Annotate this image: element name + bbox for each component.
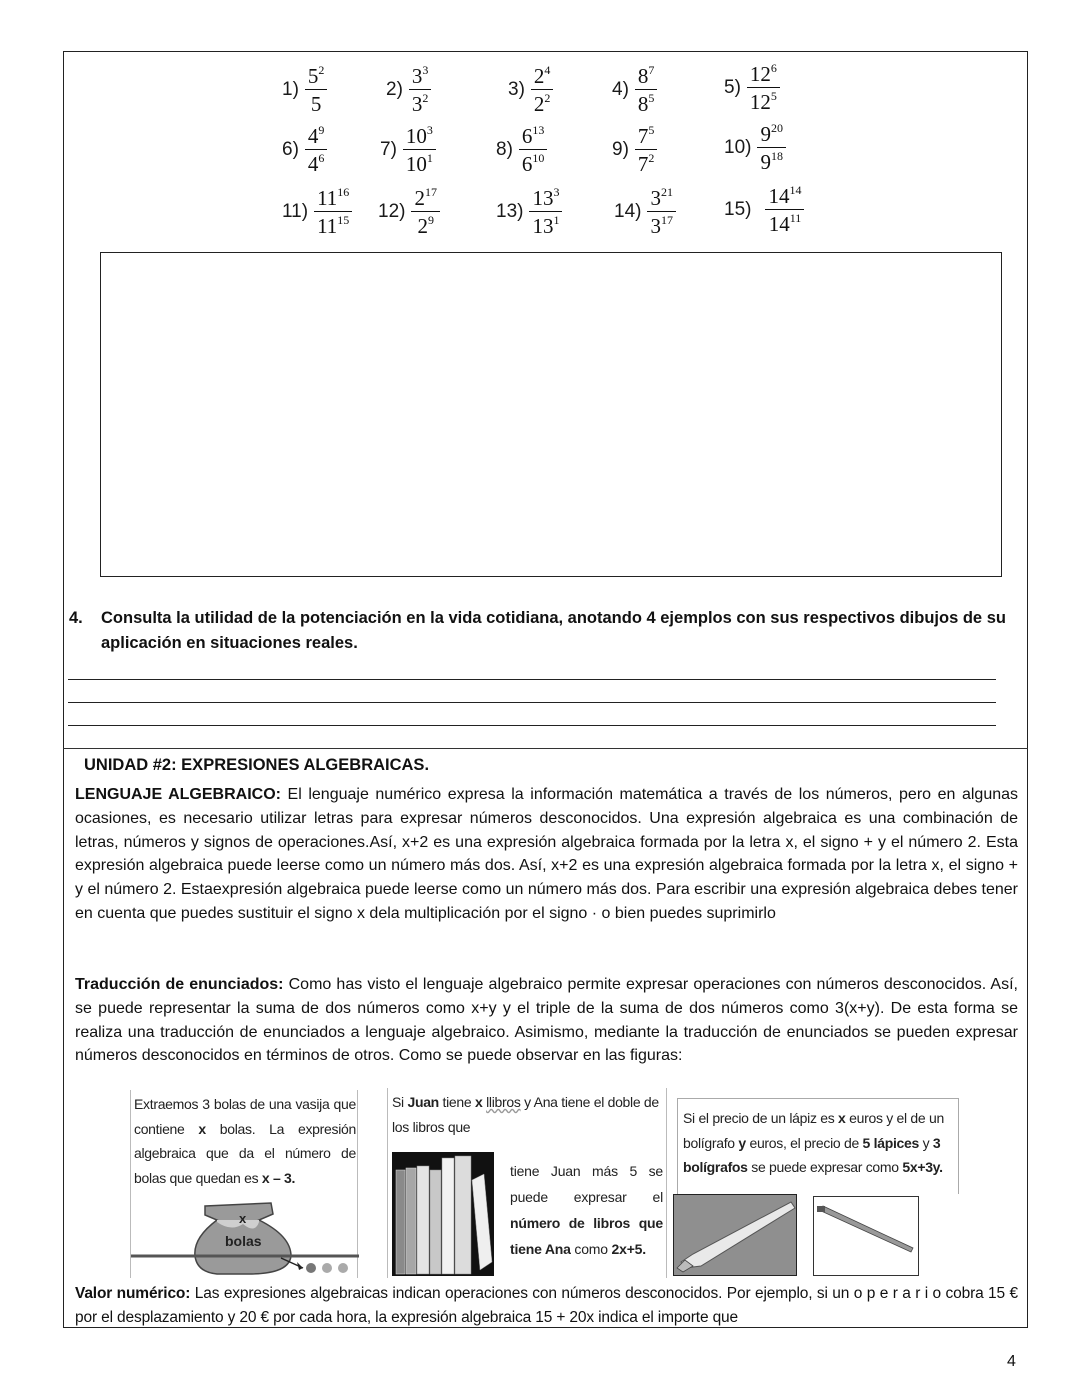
exercise-label: 7)	[380, 138, 397, 160]
exercise-14	[614, 186, 676, 237]
valor-body: Las expresiones algebraicas indican operaciones con números desconocidos. Por ejemplo, si un o p e r a r i o cobra 15 € por el desplazamiento y 20 € por cada hora, la expresión algebraica 15 + 20x indica el importe que	[75, 1285, 1018, 1326]
lenguaje-body: El lenguaje numérico expresa la información matemática a través de los números, pero en algunas ocasiones, es necesario utilizar letras para expresar números desconocidos. Una expresión algebraica es una combinación de letras, números y signos de operaciones.Así, x+2 es una expresión algebraica formada por la letra x, el signo + y el número 2. Esta expresión algebraica puede leerse como un número más dos. Así, x+2 es una expresión algebraica formada por la letra x, el signo + y el número 2. Estaexpresión algebraica puede leerse como un número más dos. Para escribir una expresión algebraica debes tener en cuenta que puedes sustituir el signo x dela multiplicación por el signo · o bien puedes suprimirlo	[75, 786, 1019, 922]
fraction: $\frac{3^{21}}{3^{17}}$	[647, 186, 676, 237]
exercise-7	[380, 124, 436, 175]
figure-libros	[387, 1088, 667, 1278]
exercise-6	[282, 124, 327, 175]
exercise-5	[724, 62, 780, 113]
figure-libros-text-top: Si Juan tiene x llibros y Ana tiene el doble de los libros que	[392, 1094, 659, 1135]
fraction: $\frac{5^2}{5}$	[305, 64, 328, 115]
traduccion-paragraph	[75, 973, 1018, 1068]
exercise-13	[496, 186, 562, 237]
fraction: $\frac{6^{13}}{6^{10}}$	[519, 124, 548, 175]
fraction: $\frac{4^9}{4^6}$	[305, 124, 328, 175]
exercise-15	[724, 184, 804, 235]
exercise-2	[386, 64, 431, 115]
fraction: $\frac{10^3}{10^1}$	[403, 124, 436, 175]
answer-line-2[interactable]	[68, 702, 996, 703]
fraction: $\frac{2^4}{2^2}$	[531, 64, 554, 115]
exercise-10	[724, 122, 786, 173]
exercise-label: 5)	[724, 76, 741, 98]
fraction: $\frac{13^3}{13^1}$	[529, 186, 562, 237]
traduccion-heading: Traducción de enunciados:	[75, 976, 284, 993]
exponent-exercises	[282, 60, 842, 245]
books-illustration	[392, 1152, 494, 1276]
figure-libros-text-side: tiene Juan más 5 se puede expresar el número de libros que tiene Ana como 2x+5.	[510, 1163, 663, 1257]
exercise-label: 15)	[724, 198, 752, 220]
unit-title: UNIDAD #2: EXPRESIONES ALGEBRAICAS.	[84, 756, 430, 774]
fraction: $\frac{12^6}{12^5}$	[747, 62, 780, 113]
exercise-4	[612, 64, 657, 115]
exercise-11	[282, 186, 352, 237]
jar-label-x: x	[239, 1211, 247, 1226]
exercise-label: 6)	[282, 138, 299, 160]
figure-lapices-text: Si el precio de un lápiz es x euros y el de un bolígrafo y euros, el precio de 5 lápices y 3 bolígrafos se puede expresar como 5x+3y.	[683, 1110, 944, 1175]
figure-vasija	[130, 1090, 358, 1278]
exercise-3	[508, 64, 553, 115]
fraction: $\frac{9^{20}}{9^{18}}$	[757, 122, 786, 173]
exercise-12	[378, 186, 440, 237]
valor-heading: Valor numérico:	[75, 1285, 191, 1302]
question-text: Consulta la utilidad de la potenciación en la vida cotidiana, anotando 4 ejemplos con sus respectivos dibujos de su aplicación en situaciones reales.	[101, 609, 1006, 652]
exercise-label: 11)	[282, 200, 309, 222]
answer-box[interactable]	[100, 252, 1002, 577]
fraction: $\frac{7^5}{7^2}$	[635, 124, 658, 175]
lenguaje-heading: LENGUAJE ALGEBRAICO:	[75, 786, 281, 803]
fraction: $\frac{3^3}{3^2}$	[409, 64, 432, 115]
fraction: $\frac{8^7}{8^5}$	[635, 64, 658, 115]
lenguaje-algebraico-paragraph	[75, 783, 1018, 926]
exercise-label: 3)	[508, 78, 525, 100]
exercise-label: 4)	[612, 78, 629, 100]
figure-vasija-text: Extraemos 3 bolas de una vasija que contiene x bolas. La expresión algebraica que da el número de bolas que quedan es x – 3.	[134, 1096, 356, 1186]
exercise-label: 12)	[378, 200, 406, 222]
exercise-label: 9)	[612, 138, 629, 160]
exercise-9	[612, 124, 657, 175]
exercise-label: 2)	[386, 78, 403, 100]
exercise-label: 13)	[496, 200, 524, 222]
fraction: $\frac{11^{16}}{11^{15}}$	[314, 186, 352, 237]
exercise-label: 1)	[282, 78, 299, 100]
jar-label-bolas: bolas	[225, 1233, 262, 1249]
page-number: 4	[1007, 1353, 1016, 1370]
exercise-8	[496, 124, 547, 175]
pencil-photo	[813, 1196, 919, 1276]
figure-lapices	[677, 1098, 959, 1278]
traduccion-body: Como has visto el lenguaje algebraico permite expresar operaciones con números desconocidos. Así, se puede representar la suma de dos números como x+y y el triple de la suma de dos números como 3(x+y). De esta forma se realiza una traducción de enunciados a lenguaje algebraico. Asimismo, mediante la traducción de enunciados se pueden expresar números desconocidos en términos de otros. Como se puede observar en las figuras:	[75, 976, 1018, 1065]
answer-line-3[interactable]	[68, 725, 996, 726]
exercise-label: 10)	[724, 136, 752, 158]
section-divider	[63, 748, 1028, 749]
pen-photo	[673, 1194, 797, 1276]
question-4	[69, 606, 1019, 656]
exercise-label: 8)	[496, 138, 513, 160]
exercise-label: 14)	[614, 200, 642, 222]
fraction: $\frac{14^{14}}{14^{11}}$	[765, 184, 804, 235]
fraction: $\frac{2^{17}}{2^9}$	[411, 186, 440, 237]
valor-numerico-paragraph	[75, 1282, 1018, 1330]
question-number: 4.	[69, 609, 83, 627]
exercise-1	[282, 64, 327, 115]
answer-line-1[interactable]	[68, 679, 996, 680]
